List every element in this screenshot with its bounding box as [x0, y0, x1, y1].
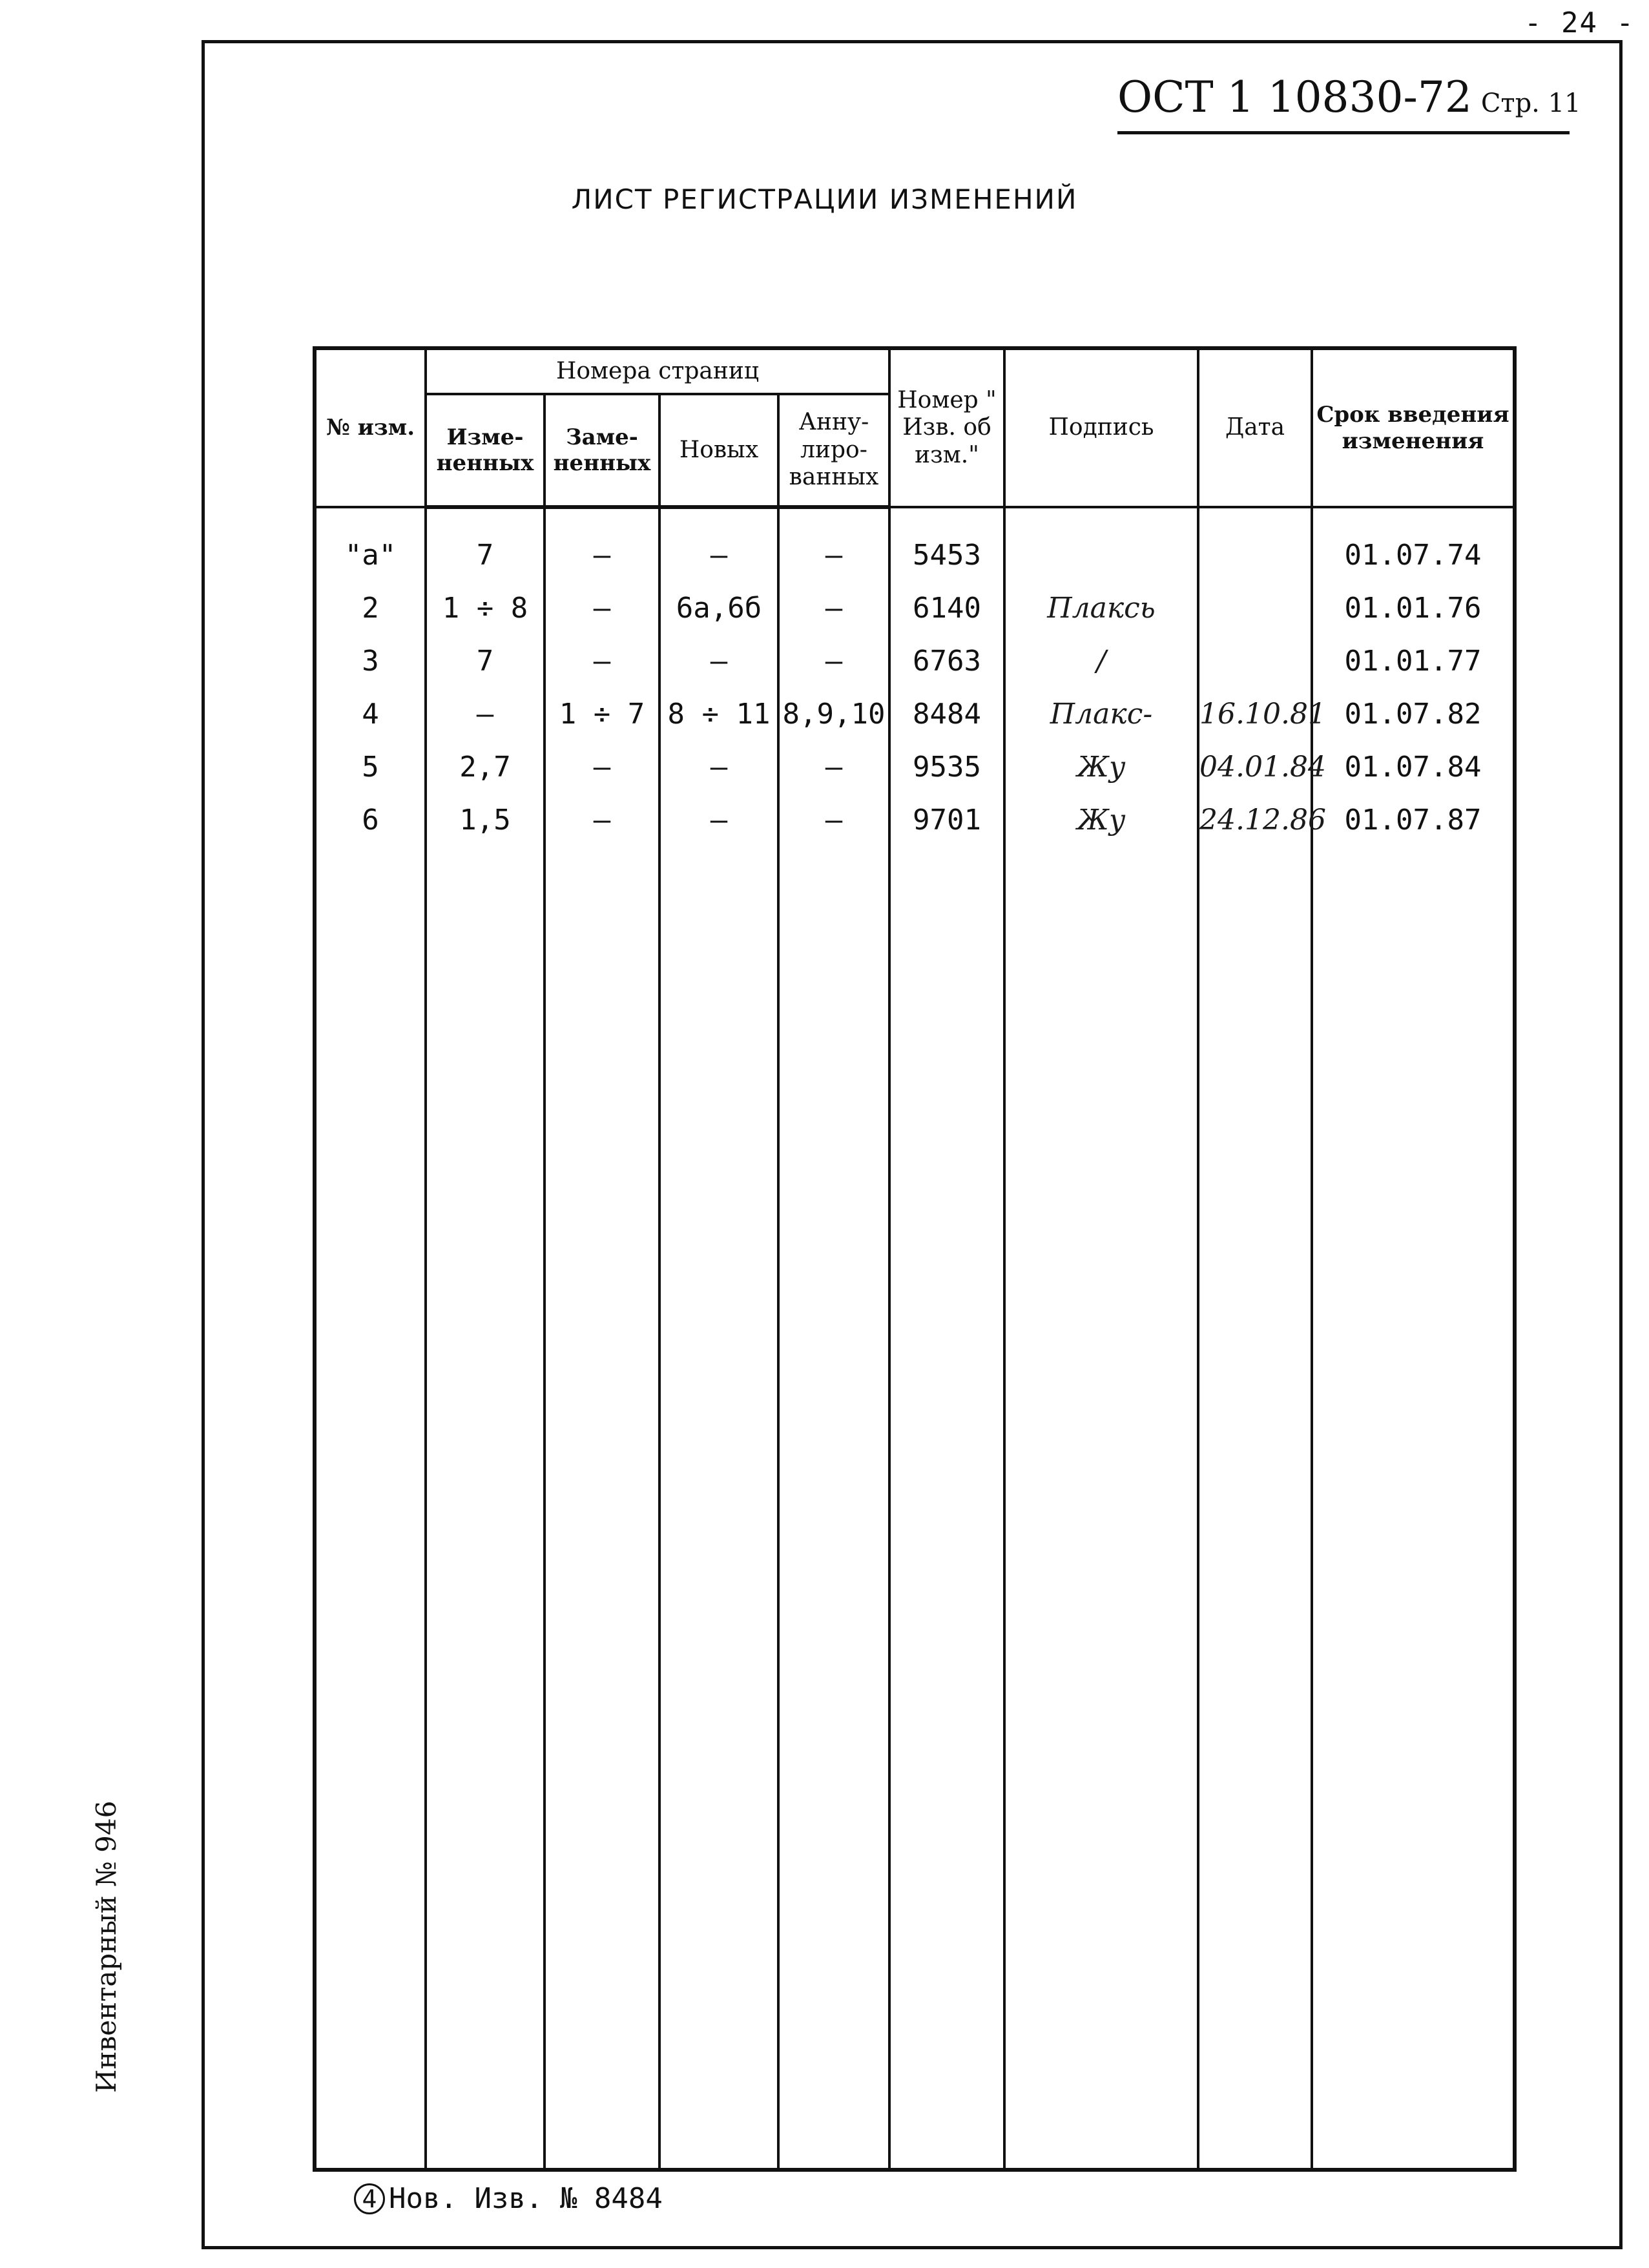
cell-annulled: – [778, 634, 889, 687]
cell-replaced: – [544, 634, 659, 687]
cell-changed: 7 [426, 634, 544, 687]
cell-changed: – [426, 687, 544, 740]
sheet-page-label: Стр. 11 [1480, 88, 1581, 118]
cell-term: 01.07.87 [1312, 793, 1515, 846]
cell-term: 01.07.74 [1312, 528, 1515, 581]
header-notice-number: Номер " Изв. об изм." [889, 348, 1004, 507]
cell-annulled: 8,9,10 [778, 687, 889, 740]
cell-date [1198, 581, 1312, 634]
cell-date [1198, 528, 1312, 581]
cell-term: 01.07.82 [1312, 687, 1515, 740]
cell-change-number: 5 [315, 740, 426, 793]
table-row [315, 687, 1515, 740]
header-signature: Подпись [1004, 348, 1198, 507]
cell-change-number: 2 [315, 581, 426, 634]
cell-change-number: "а" [315, 528, 426, 581]
document-code: ОСТ 1 10830-72 [1117, 72, 1472, 122]
cell-signature: / [1004, 634, 1198, 687]
cell-notice-number: 8484 [889, 687, 1004, 740]
cell-signature: Плакс- [1004, 687, 1198, 740]
header-page-numbers-group: Номера страниц [426, 348, 889, 394]
cell-notice-number: 9535 [889, 740, 1004, 793]
cell-annulled: – [778, 740, 889, 793]
table-row [315, 793, 1515, 846]
cell-changed: 1,5 [426, 793, 544, 846]
cell-date: 24.12.86 [1198, 793, 1312, 846]
table-empty-area [315, 846, 1515, 2170]
cell-changed: 7 [426, 528, 544, 581]
table-row [315, 634, 1515, 687]
cell-new: – [659, 793, 778, 846]
table-row [315, 581, 1515, 634]
cell-annulled: – [778, 793, 889, 846]
cell-notice-number: 6140 [889, 581, 1004, 634]
change-registration-table [313, 346, 1517, 2172]
cell-change-number: 6 [315, 793, 426, 846]
cell-change-number: 3 [315, 634, 426, 687]
cell-notice-number: 5453 [889, 528, 1004, 581]
table-row [315, 740, 1515, 793]
cell-replaced: – [544, 581, 659, 634]
header-replaced-pages: Заме-ненных [544, 394, 659, 507]
document-code-block [1117, 72, 1581, 134]
cell-notice-number: 6763 [889, 634, 1004, 687]
footer-note [354, 2182, 663, 2215]
cell-changed: 1 ÷ 8 [426, 581, 544, 634]
cell-new: – [659, 528, 778, 581]
inventory-number: Инвентарный № 946 [90, 1800, 122, 2093]
header-introduction-term: Срок введения изменения [1312, 348, 1515, 507]
cell-signature: Жу [1004, 740, 1198, 793]
cell-notice-number: 9701 [889, 793, 1004, 846]
cell-term: 01.07.84 [1312, 740, 1515, 793]
footer-notice-text: Нов. Изв. № 8484 [389, 2182, 663, 2215]
table-row [315, 528, 1515, 581]
cell-replaced: – [544, 793, 659, 846]
table-top-padding [315, 507, 1515, 528]
cell-signature: Плаксь [1004, 581, 1198, 634]
cell-annulled: – [778, 528, 889, 581]
cell-date [1198, 634, 1312, 687]
cell-changed: 2,7 [426, 740, 544, 793]
cell-term: 01.01.76 [1312, 581, 1515, 634]
sheet-title: ЛИСТ РЕГИСТРАЦИИ ИЗМЕНЕНИЙ [571, 183, 1078, 215]
cell-new: – [659, 634, 778, 687]
page-number: - 24 - [1524, 6, 1635, 39]
cell-term: 01.01.77 [1312, 634, 1515, 687]
header-change-number: № изм. [315, 348, 426, 507]
header-changed-pages: Изме-ненных [426, 394, 544, 507]
cell-new: 8 ÷ 11 [659, 687, 778, 740]
cell-replaced: 1 ÷ 7 [544, 687, 659, 740]
cell-date: 16.10.81 [1198, 687, 1312, 740]
cell-annulled: – [778, 581, 889, 634]
change-number-circle: 4 [354, 2183, 385, 2214]
cell-new: – [659, 740, 778, 793]
cell-change-number: 4 [315, 687, 426, 740]
header-new-pages: Новых [659, 394, 778, 507]
header-date: Дата [1198, 348, 1312, 507]
cell-signature: Жу [1004, 793, 1198, 846]
cell-new: 6а,6б [659, 581, 778, 634]
header-annulled-pages: Анну-лиро-ванных [778, 394, 889, 507]
cell-signature [1004, 528, 1198, 581]
cell-replaced: – [544, 528, 659, 581]
cell-replaced: – [544, 740, 659, 793]
cell-date: 04.01.84 [1198, 740, 1312, 793]
